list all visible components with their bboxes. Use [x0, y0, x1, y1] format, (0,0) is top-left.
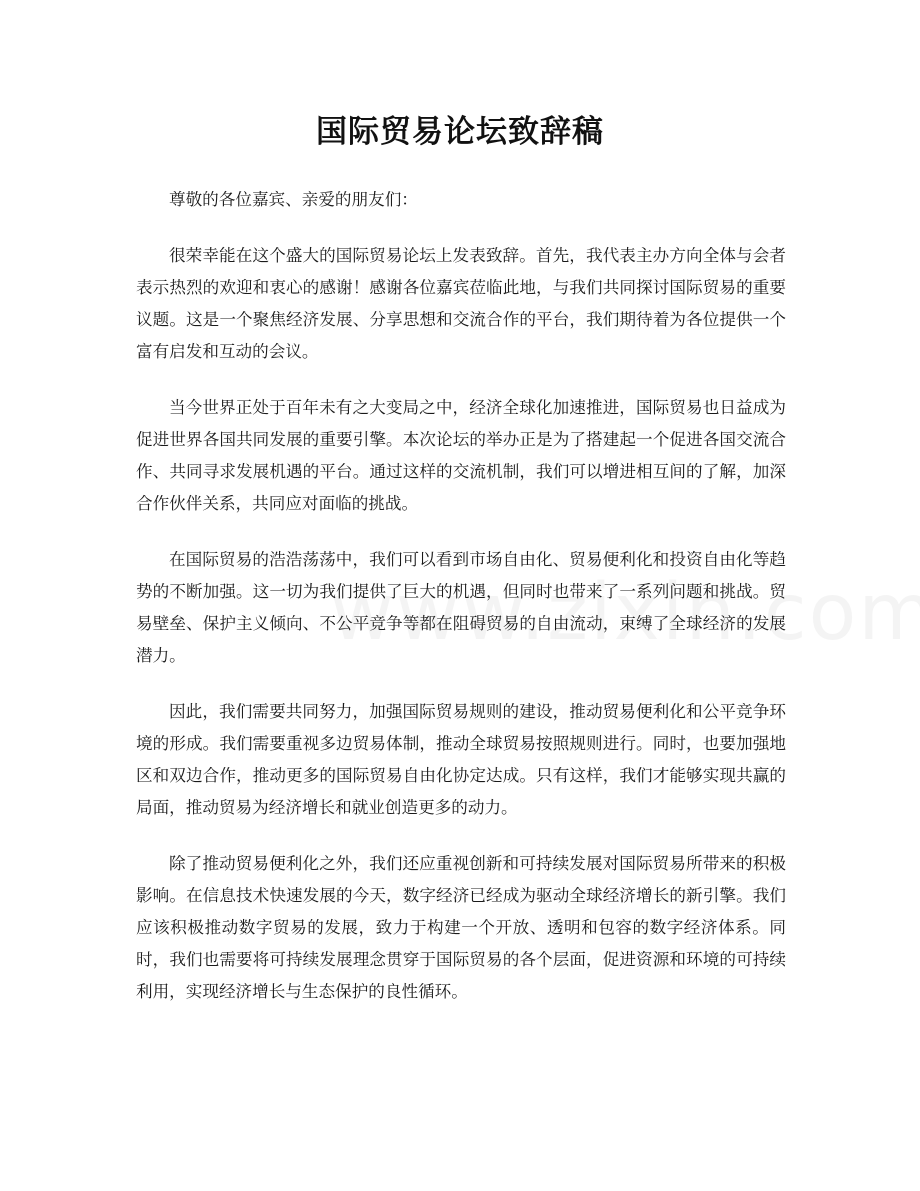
paragraph-5: 除了推动贸易便利化之外，我们还应重视创新和可持续发展对国际贸易所带来的积极影响。在信息技术快速发展的今天，数字经济已经成为驱动全球经济增长的新引擎。我们应该积极推动数字贸易的发展，致力于构建一个开放、透明和包容的数字经济体系。同时，我们也需要将可持续发展理念贯穿于国际贸易的各个层面，促进资源和环境的可持续利用，实现经济增长与生态保护的良性循环。	[136, 854, 786, 1001]
paragraph-1: 很荣幸能在这个盛大的国际贸易论坛上发表致辞。首先，我代表主办方向全体与会者表示热烈的欢迎和衷心的感谢！感谢各位嘉宾莅临此地，与我们共同探讨国际贸易的重要议题。这是一个聚焦经济发展、分享思想和交流合作的平台，我们期待着为各位提供一个富有启发和互动的会议。	[136, 246, 786, 361]
paragraph-3: 在国际贸易的浩浩荡荡中，我们可以看到市场自由化、贸易便利化和投资自由化等趋势的不断加强。这一切为我们提供了巨大的机遇，但同时也带来了一系列问题和挑战。贸易壁垒、保护主义倾向、不公平竞争等都在阻碍贸易的自由流动，束缚了全球经济的发展潜力。	[136, 550, 786, 665]
paragraph-4: 因此，我们需要共同努力，加强国际贸易规则的建设，推动贸易便利化和公平竞争环境的形成。我们需要重视多边贸易体制，推动全球贸易按照规则进行。同时，也要加强地区和双边合作，推动更多的国际贸易自由化协定达成。只有这样，我们才能够实现共赢的局面，推动贸易为经济增长和就业创造更多的动力。	[136, 702, 786, 817]
document-body	[136, 184, 786, 1032]
document-title: 国际贸易论坛致辞稿	[316, 114, 604, 150]
paragraph-2: 当今世界正处于百年未有之大变局之中，经济全球化加速推进，国际贸易也日益成为促进世界各国共同发展的重要引擎。本次论坛的举办正是为了搭建起一个促进各国交流合作、共同寻求发展机遇的平台。通过这样的交流机制，我们可以增进相互间的了解，加深合作伙伴关系，共同应对面临的挑战。	[136, 398, 786, 513]
salutation: 尊敬的各位嘉宾、亲爱的朋友们：	[169, 190, 418, 209]
